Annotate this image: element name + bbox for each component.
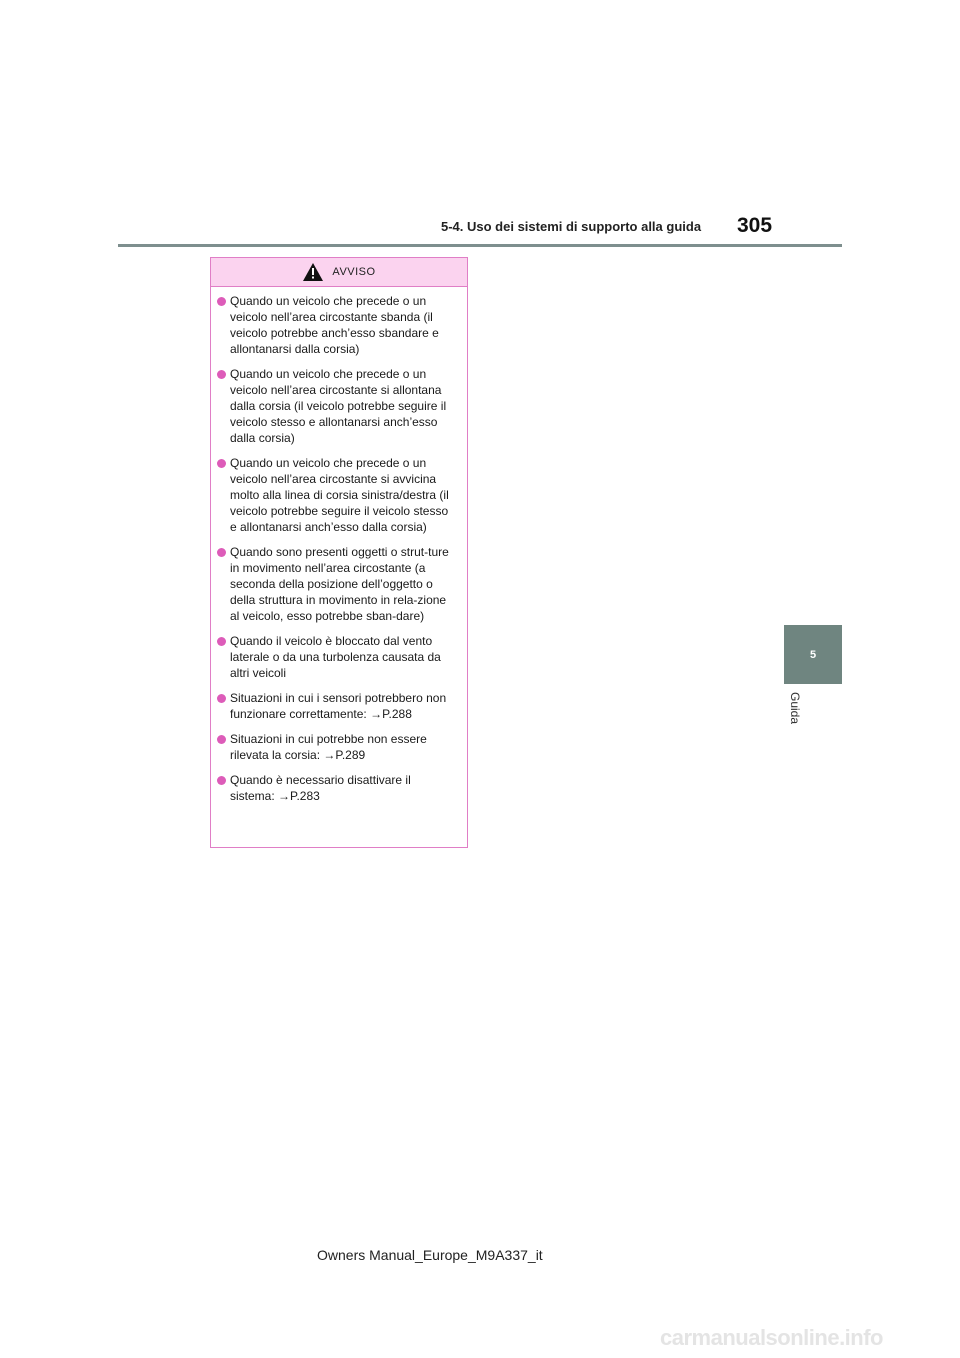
- warning-box: [210, 257, 468, 848]
- list-item: [217, 633, 457, 681]
- list-item-text: Quando il veicolo è bloccato dal vento laterale o da una turbolenza causata da altri veicoli: [230, 634, 441, 680]
- list-item: [217, 544, 457, 624]
- list-item-text: Quando sono presenti oggetti o strut-ture in movimento nell’area circostante (a seconda della posizione dell’oggetto o della struttura in movimento in rela-zione al veicolo, esso potrebbe sban-dare): [230, 545, 449, 623]
- list-item: [217, 455, 457, 535]
- list-item: [217, 366, 457, 446]
- chapter-label: Guida: [788, 692, 802, 725]
- section-title: 5-4. Uso dei sistemi di supporto alla guida: [441, 219, 702, 234]
- page-number: 305: [737, 214, 773, 237]
- list-item-text: Quando un veicolo che precede o un veicolo nell’area circostante si avvicina molto alla linea di corsia sinistra/destra (il veicolo potrebbe seguire il veicolo stesso e allontanarsi anch’esso dalla corsia): [230, 456, 449, 534]
- page-reference-link[interactable]: →P.289: [323, 748, 366, 762]
- list-item-text: [230, 690, 457, 722]
- bullet-icon: [217, 548, 226, 557]
- list-item-body: Quando è necessario disattivare il sistema:: [230, 773, 411, 803]
- list-item: [217, 293, 457, 357]
- list-item-text: Quando un veicolo che precede o un veicolo nell’area circostante sbanda (il veicolo potrebbe anch’esso sbandare e allontanarsi dalla corsia): [230, 294, 439, 356]
- footer-text: Owners Manual_Europe_M9A337_it: [317, 1247, 543, 1263]
- bullet-icon: [217, 637, 226, 646]
- list-item-text: [230, 731, 457, 763]
- bullet-icon: [217, 459, 226, 468]
- header-rule: [118, 244, 842, 247]
- bullet-icon: [217, 776, 226, 785]
- bullet-icon: [217, 370, 226, 379]
- warning-triangle-icon: [302, 262, 324, 282]
- list-item: [217, 772, 457, 804]
- chapter-number: 5: [809, 648, 817, 661]
- list-item-text: Quando un veicolo che precede o un veicolo nell’area circostante si allontana dalla corsia (il veicolo potrebbe seguire il veicolo stesso e allontanarsi anch’esso dalla corsia): [230, 367, 447, 445]
- chapter-tab: [784, 625, 842, 684]
- bullet-icon: [217, 694, 226, 703]
- list-item: [217, 731, 457, 763]
- bullet-icon: [217, 297, 226, 306]
- warning-header: [211, 258, 467, 287]
- bullet-icon: [217, 735, 226, 744]
- list-item-body: Situazioni in cui potrebbe non essere rilevata la corsia:: [230, 732, 427, 762]
- list-item-text: [230, 772, 457, 804]
- warning-label: AVVISO: [332, 266, 376, 278]
- watermark: carmanualsonline.info: [660, 1325, 883, 1350]
- page-reference-link[interactable]: →P.288: [370, 707, 412, 721]
- page-reference-link[interactable]: →P.283: [278, 789, 320, 803]
- warning-list: [211, 287, 467, 804]
- list-item-body: Situazioni in cui i sensori potrebbero non funzionare correttamente:: [230, 691, 447, 721]
- list-item: [217, 690, 457, 722]
